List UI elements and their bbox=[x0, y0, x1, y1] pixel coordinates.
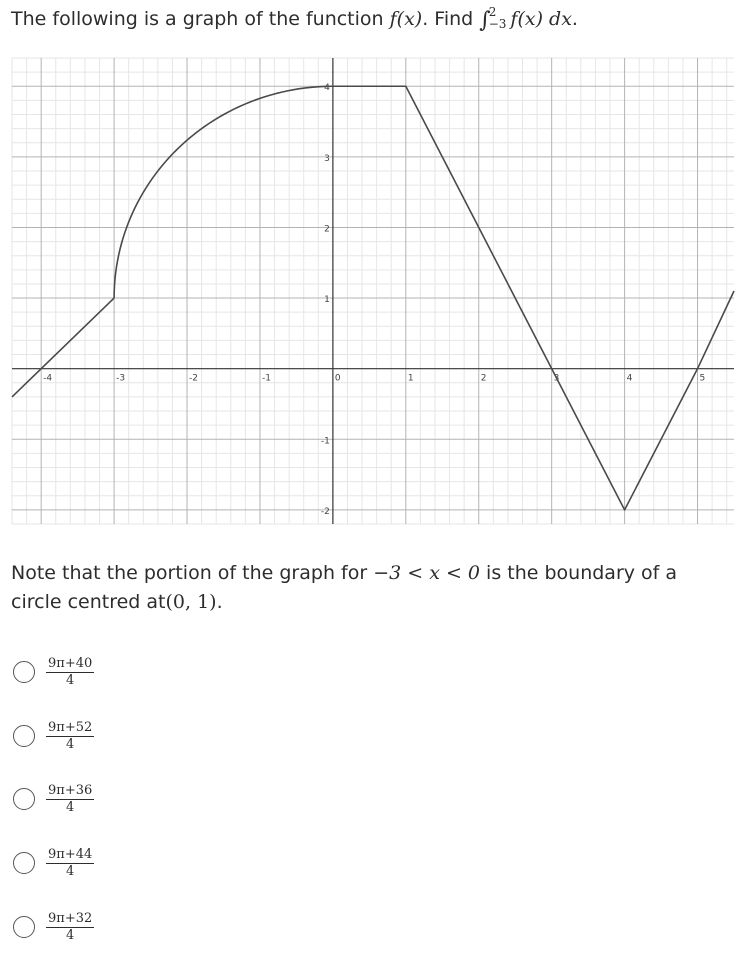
x-tick-label: -4 bbox=[43, 373, 53, 384]
note-text bbox=[11, 559, 711, 617]
question-text bbox=[11, 6, 578, 32]
option-numerator: 9π+40 bbox=[48, 656, 93, 671]
radio-button[interactable] bbox=[13, 725, 35, 747]
option-denominator: 4 bbox=[65, 800, 75, 815]
integral-limits bbox=[489, 6, 507, 30]
option-denominator: 4 bbox=[65, 928, 75, 943]
note-inequality: −3 < x < 0 bbox=[373, 562, 480, 584]
radio-button[interactable] bbox=[13, 661, 35, 683]
radio-button[interactable] bbox=[13, 788, 35, 810]
y-tick-label: 4 bbox=[324, 83, 330, 94]
y-tick-label: 1 bbox=[324, 295, 330, 306]
question-prefix: The following is a graph of the function bbox=[11, 8, 390, 30]
answer-option-3[interactable] bbox=[13, 783, 213, 823]
x-tick-label: 2 bbox=[480, 373, 487, 384]
option-fraction bbox=[46, 720, 94, 753]
option-denominator: 4 bbox=[65, 737, 75, 752]
answer-option-2[interactable] bbox=[13, 720, 213, 760]
radio-button[interactable] bbox=[13, 852, 35, 874]
x-tick-label: -1 bbox=[261, 373, 271, 384]
note-center: (0, 1) bbox=[165, 591, 217, 613]
y-tick-label: 2 bbox=[324, 224, 330, 235]
x-tick-label: 3 bbox=[553, 373, 560, 384]
function-label: f(x) bbox=[389, 8, 423, 30]
function-curve-segment bbox=[12, 298, 114, 397]
integrand: f(x) dx bbox=[510, 8, 572, 30]
x-tick-label: -2 bbox=[189, 373, 199, 384]
note-part3: . bbox=[216, 591, 223, 613]
question-mid: . Find bbox=[422, 8, 480, 30]
y-tick-label: -1 bbox=[320, 436, 330, 447]
function-curve-segment bbox=[114, 86, 333, 298]
option-denominator: 4 bbox=[65, 673, 75, 688]
x-tick-label: 5 bbox=[699, 373, 706, 384]
option-numerator: 9π+44 bbox=[48, 847, 93, 862]
option-fraction bbox=[46, 847, 94, 880]
note-part1: Note that the portion of the graph for bbox=[11, 562, 374, 584]
question-suffix: . bbox=[571, 8, 578, 30]
x-tick-label: 1 bbox=[407, 373, 414, 384]
radio-button[interactable] bbox=[13, 916, 35, 938]
option-fraction bbox=[46, 783, 94, 816]
answer-option-1[interactable] bbox=[13, 656, 213, 696]
integral-upper-limit: 2 bbox=[488, 4, 497, 19]
y-tick-label: -2 bbox=[320, 506, 330, 517]
x-tick-label: 4 bbox=[626, 373, 633, 384]
x-tick-label: -3 bbox=[116, 373, 126, 384]
option-denominator: 4 bbox=[65, 864, 75, 879]
note-part2: is the boundary of a circle centred at bbox=[11, 562, 678, 613]
option-numerator: 9π+32 bbox=[48, 911, 93, 926]
function-graph bbox=[0, 50, 744, 534]
option-fraction bbox=[46, 911, 94, 944]
y-tick-label: 3 bbox=[324, 153, 330, 164]
answer-option-5[interactable] bbox=[13, 911, 213, 951]
x-tick-label: 0 bbox=[334, 373, 341, 384]
answer-option-4[interactable] bbox=[13, 847, 213, 887]
integral-sign: ∫ bbox=[479, 8, 491, 33]
option-fraction bbox=[46, 656, 94, 689]
integral-lower-limit: −3 bbox=[488, 16, 507, 31]
option-numerator: 9π+52 bbox=[48, 720, 93, 735]
option-numerator: 9π+36 bbox=[48, 783, 93, 798]
